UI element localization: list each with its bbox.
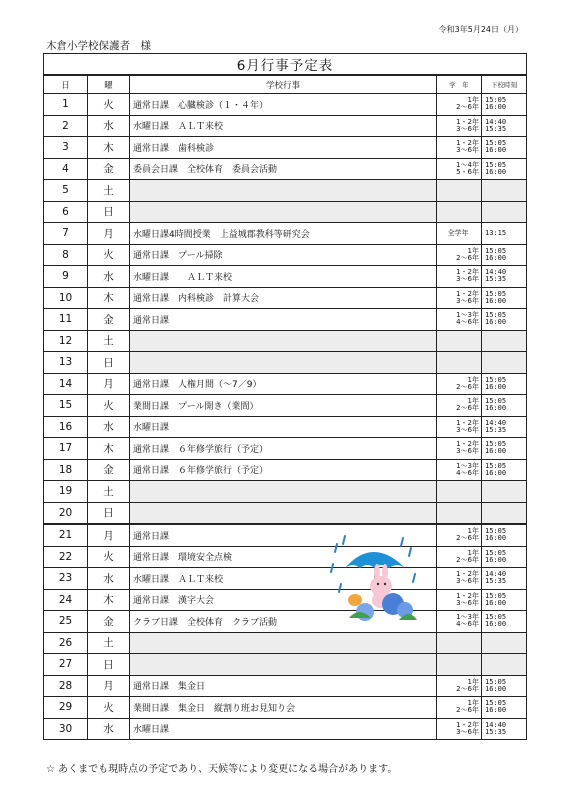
row-weekday: 水 bbox=[88, 718, 130, 740]
row-dismissal-time bbox=[482, 94, 527, 116]
row-event: 通常日課 ６年修学旅行（予定） bbox=[130, 459, 437, 481]
table-row bbox=[44, 309, 527, 331]
grade-line: 3〜6年 bbox=[456, 425, 479, 434]
row-event: 業間日課 プール開き（業間） bbox=[130, 395, 437, 417]
time-line: 15:05 bbox=[485, 440, 507, 449]
col-grade-header: 学 年 bbox=[437, 75, 482, 94]
row-weekday: 金 bbox=[88, 309, 130, 331]
row-event: 通常日課 漢字大会 bbox=[130, 589, 437, 611]
row-grade bbox=[437, 589, 482, 611]
row-weekday: 水 bbox=[88, 115, 130, 137]
grade-line: 3〜6年 bbox=[456, 598, 479, 607]
grade-line: 4〜6年 bbox=[456, 620, 479, 629]
time-line: 15:35 bbox=[485, 577, 507, 586]
row-weekday: 月 bbox=[88, 373, 130, 395]
row-weekday: 水 bbox=[88, 266, 130, 288]
time-line: 16:00 bbox=[485, 296, 507, 305]
table-row bbox=[44, 115, 527, 137]
grade-line: 1・2年 bbox=[456, 720, 479, 729]
row-dismissal-time bbox=[482, 115, 527, 137]
table-row bbox=[44, 94, 527, 116]
row-day: 2 bbox=[44, 115, 88, 137]
row-weekday: 木 bbox=[88, 137, 130, 159]
row-grade bbox=[437, 309, 482, 331]
row-dismissal-time bbox=[482, 223, 527, 245]
row-dismissal-time bbox=[482, 546, 527, 568]
time-line: 16:00 bbox=[485, 318, 507, 327]
row-day: 11 bbox=[44, 309, 88, 331]
grade-line: 3〜6年 bbox=[456, 727, 479, 736]
table-row bbox=[44, 438, 527, 460]
row-dismissal-time bbox=[482, 158, 527, 180]
row-grade bbox=[437, 158, 482, 180]
row-weekday: 土 bbox=[88, 481, 130, 503]
row-day: 27 bbox=[44, 654, 88, 676]
table-row bbox=[44, 632, 527, 654]
row-day: 17 bbox=[44, 438, 88, 460]
row-grade bbox=[437, 524, 482, 546]
time-line: 15:05 bbox=[485, 397, 507, 406]
row-grade bbox=[437, 201, 482, 223]
time-line: 16:00 bbox=[485, 103, 507, 112]
row-event bbox=[130, 201, 437, 223]
grade-line: 1年 bbox=[467, 96, 479, 105]
table-row bbox=[44, 481, 527, 503]
time-line: 15:35 bbox=[485, 425, 507, 434]
grade-line: 2〜6年 bbox=[456, 534, 479, 543]
row-event bbox=[130, 502, 437, 524]
time-line: 15:05 bbox=[485, 699, 507, 708]
row-dismissal-time bbox=[482, 416, 527, 438]
row-dismissal-time bbox=[482, 718, 527, 740]
row-grade bbox=[437, 395, 482, 417]
time-line: 16:00 bbox=[485, 620, 507, 629]
row-grade bbox=[437, 244, 482, 266]
table-row bbox=[44, 611, 527, 633]
grade-line: 1年 bbox=[467, 677, 479, 686]
umbrella-icon bbox=[345, 552, 405, 568]
row-event: 水曜日課 bbox=[130, 416, 437, 438]
row-weekday: 火 bbox=[88, 697, 130, 719]
grade-line: 3〜6年 bbox=[456, 124, 479, 133]
schedule-table bbox=[43, 53, 527, 740]
grade-line: 1年 bbox=[467, 548, 479, 557]
time-line: 14:40 bbox=[485, 570, 507, 579]
row-event: 通常日課 人権月間（〜7／9） bbox=[130, 373, 437, 395]
row-weekday: 火 bbox=[88, 244, 130, 266]
row-grade bbox=[437, 611, 482, 633]
row-day: 15 bbox=[44, 395, 88, 417]
grade-line: 2〜6年 bbox=[456, 382, 479, 391]
grade-line: 1〜3年 bbox=[456, 311, 479, 320]
grade-line: 1年 bbox=[467, 246, 479, 255]
grade-line: 5・6年 bbox=[456, 167, 479, 176]
grade-line: 1年 bbox=[467, 527, 479, 536]
row-weekday: 月 bbox=[88, 524, 130, 546]
row-dismissal-time bbox=[482, 287, 527, 309]
row-grade bbox=[437, 330, 482, 352]
row-dismissal-time bbox=[482, 568, 527, 590]
row-event: 通常日課 集金日 bbox=[130, 675, 437, 697]
row-event: 水曜日課 bbox=[130, 718, 437, 740]
table-row bbox=[44, 546, 527, 568]
row-event: 通常日課 心臓検診（１・４年） bbox=[130, 94, 437, 116]
row-dismissal-time bbox=[482, 589, 527, 611]
grade-line: 1〜4年 bbox=[456, 160, 479, 169]
row-grade bbox=[437, 481, 482, 503]
row-weekday: 日 bbox=[88, 654, 130, 676]
row-dismissal-time bbox=[482, 373, 527, 395]
row-day: 28 bbox=[44, 675, 88, 697]
row-dismissal-time bbox=[482, 654, 527, 676]
row-weekday: 金 bbox=[88, 158, 130, 180]
row-day: 25 bbox=[44, 611, 88, 633]
table-row bbox=[44, 330, 527, 352]
time-line: 14:40 bbox=[485, 720, 507, 729]
row-grade bbox=[437, 459, 482, 481]
grade-line: 4〜6年 bbox=[456, 468, 479, 477]
row-grade bbox=[437, 654, 482, 676]
time-line: 15:05 bbox=[485, 591, 507, 600]
grade-line: 3〜6年 bbox=[456, 146, 479, 155]
time-line: 16:00 bbox=[485, 404, 507, 413]
row-weekday: 月 bbox=[88, 223, 130, 245]
rain-umbrella-illustration bbox=[327, 534, 419, 622]
row-day: 14 bbox=[44, 373, 88, 395]
row-day: 18 bbox=[44, 459, 88, 481]
table-row bbox=[44, 459, 527, 481]
row-grade bbox=[437, 416, 482, 438]
grade-line: 1〜3年 bbox=[456, 613, 479, 622]
row-day: 23 bbox=[44, 568, 88, 590]
row-grade bbox=[437, 632, 482, 654]
time-line: 16:00 bbox=[485, 598, 507, 607]
time-line: 15:05 bbox=[485, 548, 507, 557]
grade-line: 1〜3年 bbox=[456, 461, 479, 470]
row-grade bbox=[437, 180, 482, 202]
time-line: 16:00 bbox=[485, 146, 507, 155]
row-day: 12 bbox=[44, 330, 88, 352]
row-dismissal-time bbox=[482, 309, 527, 331]
document-date: 令和3年5月24日（月） bbox=[438, 25, 523, 34]
row-dismissal-time bbox=[482, 697, 527, 719]
time-line: 14:40 bbox=[485, 117, 507, 126]
row-dismissal-time bbox=[482, 266, 527, 288]
row-dismissal-time bbox=[482, 137, 527, 159]
row-event: 水曜日課 ＡＬＴ来校 bbox=[130, 115, 437, 137]
time-line: 16:00 bbox=[485, 534, 507, 543]
table-row bbox=[44, 201, 527, 223]
row-grade bbox=[437, 568, 482, 590]
row-dismissal-time bbox=[482, 244, 527, 266]
grade-line: 2〜6年 bbox=[456, 253, 479, 262]
time-line: 16:00 bbox=[485, 468, 507, 477]
table-row bbox=[44, 524, 527, 546]
table-row bbox=[44, 287, 527, 309]
row-day: 5 bbox=[44, 180, 88, 202]
time-line: 15:05 bbox=[485, 289, 507, 298]
time-line: 15:05 bbox=[485, 246, 507, 255]
row-day: 22 bbox=[44, 546, 88, 568]
table-row bbox=[44, 589, 527, 611]
row-grade bbox=[437, 115, 482, 137]
row-weekday: 金 bbox=[88, 459, 130, 481]
time-line: 15:05 bbox=[485, 96, 507, 105]
row-event: クラブ日課 全校体育 クラブ活動 bbox=[130, 611, 437, 633]
table-row bbox=[44, 158, 527, 180]
row-weekday: 水 bbox=[88, 568, 130, 590]
table-row bbox=[44, 718, 527, 740]
table-row bbox=[44, 244, 527, 266]
row-dismissal-time bbox=[482, 675, 527, 697]
row-weekday: 木 bbox=[88, 438, 130, 460]
row-dismissal-time bbox=[482, 395, 527, 417]
grade-line: 1年 bbox=[467, 375, 479, 384]
row-grade bbox=[437, 223, 482, 245]
row-weekday: 火 bbox=[88, 395, 130, 417]
table-row bbox=[44, 266, 527, 288]
row-event: 業間日課 集金日 縦割り班お見知り会 bbox=[130, 697, 437, 719]
table-row bbox=[44, 395, 527, 417]
row-day: 1 bbox=[44, 94, 88, 116]
row-event bbox=[130, 481, 437, 503]
snail-icon bbox=[348, 594, 362, 606]
grade-line: 2〜6年 bbox=[456, 706, 479, 715]
grade-line: 1・2年 bbox=[456, 289, 479, 298]
row-event: 通常日課 環境安全点検 bbox=[130, 546, 437, 568]
row-weekday: 土 bbox=[88, 330, 130, 352]
row-dismissal-time bbox=[482, 330, 527, 352]
grade-line: 3〜6年 bbox=[456, 447, 479, 456]
row-dismissal-time bbox=[482, 201, 527, 223]
row-weekday: 火 bbox=[88, 94, 130, 116]
row-event bbox=[130, 352, 437, 374]
time-line: 15:05 bbox=[485, 160, 507, 169]
row-dismissal-time bbox=[482, 632, 527, 654]
table-row bbox=[44, 180, 527, 202]
time-line: 16:00 bbox=[485, 167, 507, 176]
grade-line: 3〜6年 bbox=[456, 275, 479, 284]
row-grade bbox=[437, 373, 482, 395]
row-event bbox=[130, 632, 437, 654]
time-line: 14:40 bbox=[485, 268, 507, 277]
row-grade bbox=[437, 94, 482, 116]
grade-line: 1・2年 bbox=[456, 440, 479, 449]
row-grade bbox=[437, 266, 482, 288]
row-weekday: 土 bbox=[88, 180, 130, 202]
row-weekday: 火 bbox=[88, 546, 130, 568]
row-weekday: 月 bbox=[88, 675, 130, 697]
row-day: 19 bbox=[44, 481, 88, 503]
row-day: 6 bbox=[44, 201, 88, 223]
time-line: 15:05 bbox=[485, 527, 507, 536]
row-event: 通常日課 内科検診 計算大会 bbox=[130, 287, 437, 309]
table-title: 6月行事予定表 bbox=[44, 54, 527, 76]
time-line: 16:00 bbox=[485, 684, 507, 693]
grade-line: 2〜6年 bbox=[456, 103, 479, 112]
table-row bbox=[44, 697, 527, 719]
row-event: 通常日課 bbox=[130, 524, 437, 546]
row-day: 30 bbox=[44, 718, 88, 740]
time-line: 16:00 bbox=[485, 382, 507, 391]
grade-line: 1・2年 bbox=[456, 117, 479, 126]
time-line: 15:05 bbox=[485, 139, 507, 148]
table-row bbox=[44, 223, 527, 245]
row-day: 20 bbox=[44, 502, 88, 524]
row-day: 7 bbox=[44, 223, 88, 245]
grade-line: 1年 bbox=[467, 699, 479, 708]
col-day-header: 日 bbox=[44, 75, 88, 94]
row-day: 4 bbox=[44, 158, 88, 180]
grade-line: 1・2年 bbox=[456, 268, 479, 277]
table-row bbox=[44, 654, 527, 676]
row-day: 21 bbox=[44, 524, 88, 546]
row-day: 8 bbox=[44, 244, 88, 266]
grade-line: 3〜6年 bbox=[456, 296, 479, 305]
table-row bbox=[44, 502, 527, 524]
grade-line: 4〜6年 bbox=[456, 318, 479, 327]
row-weekday: 日 bbox=[88, 352, 130, 374]
row-event: 委員会日課 全校体育 委員会活動 bbox=[130, 158, 437, 180]
time-line: 15:05 bbox=[485, 613, 507, 622]
row-dismissal-time bbox=[482, 502, 527, 524]
grade-line: 1・2年 bbox=[456, 570, 479, 579]
row-dismissal-time bbox=[482, 438, 527, 460]
row-dismissal-time bbox=[482, 459, 527, 481]
row-grade bbox=[437, 697, 482, 719]
grade-line: 1・2年 bbox=[456, 591, 479, 600]
row-dismissal-time bbox=[482, 352, 527, 374]
table-row bbox=[44, 352, 527, 374]
grade-line: 2〜6年 bbox=[456, 684, 479, 693]
time-line: 15:05 bbox=[485, 375, 507, 384]
row-weekday: 木 bbox=[88, 287, 130, 309]
grade-line: 2〜6年 bbox=[456, 555, 479, 564]
row-weekday: 日 bbox=[88, 502, 130, 524]
addressee: 木倉小学校保護者 様 bbox=[46, 40, 151, 52]
row-event: 水曜日課 ＡＬＴ来校 bbox=[130, 568, 437, 590]
row-event: 水曜日課4時間授業 上益城郡教科等研究会 bbox=[130, 223, 437, 245]
row-grade bbox=[437, 718, 482, 740]
row-day: 16 bbox=[44, 416, 88, 438]
row-dismissal-time bbox=[482, 180, 527, 202]
table-row bbox=[44, 675, 527, 697]
row-grade bbox=[437, 352, 482, 374]
row-weekday: 日 bbox=[88, 201, 130, 223]
grade-line: 2〜6年 bbox=[456, 404, 479, 413]
footer-note: ☆ あくまでも現時点の予定であり、天候等により変更になる場合があります。 bbox=[46, 764, 398, 775]
row-event: 通常日課 歯科検診 bbox=[130, 137, 437, 159]
time-line: 16:00 bbox=[485, 555, 507, 564]
row-day: 29 bbox=[44, 697, 88, 719]
row-day: 10 bbox=[44, 287, 88, 309]
row-event: 通常日課 bbox=[130, 309, 437, 331]
grade-line: 1・2年 bbox=[456, 418, 479, 427]
row-weekday: 土 bbox=[88, 632, 130, 654]
row-weekday: 金 bbox=[88, 611, 130, 633]
col-weekday-header: 曜 bbox=[88, 75, 130, 94]
row-grade bbox=[437, 137, 482, 159]
time-line: 15:05 bbox=[485, 677, 507, 686]
row-day: 3 bbox=[44, 137, 88, 159]
row-event bbox=[130, 330, 437, 352]
time-line: 15:35 bbox=[485, 727, 507, 736]
row-grade bbox=[437, 287, 482, 309]
time-line: 16:00 bbox=[485, 447, 507, 456]
row-weekday: 木 bbox=[88, 589, 130, 611]
table-row bbox=[44, 416, 527, 438]
table-row bbox=[44, 568, 527, 590]
table-row bbox=[44, 137, 527, 159]
table-row bbox=[44, 373, 527, 395]
col-time-header: 下校時刻 bbox=[482, 75, 527, 94]
row-weekday: 水 bbox=[88, 416, 130, 438]
time-line: 14:40 bbox=[485, 418, 507, 427]
grade-line: 1年 bbox=[467, 397, 479, 406]
row-day: 9 bbox=[44, 266, 88, 288]
time-line: 16:00 bbox=[485, 253, 507, 262]
grade-line: 1・2年 bbox=[456, 139, 479, 148]
row-event bbox=[130, 654, 437, 676]
grade-line: 全学年 bbox=[447, 228, 469, 237]
row-event bbox=[130, 180, 437, 202]
row-event: 水曜日課 ＡＬＴ来校 bbox=[130, 266, 437, 288]
row-dismissal-time bbox=[482, 481, 527, 503]
row-grade bbox=[437, 675, 482, 697]
row-dismissal-time bbox=[482, 611, 527, 633]
time-line: 15:35 bbox=[485, 124, 507, 133]
col-event-header: 学校行事 bbox=[130, 75, 437, 94]
row-grade bbox=[437, 546, 482, 568]
row-grade bbox=[437, 438, 482, 460]
time-line: 15:05 bbox=[485, 311, 507, 320]
row-day: 13 bbox=[44, 352, 88, 374]
time-line: 16:00 bbox=[485, 706, 507, 715]
row-dismissal-time bbox=[482, 524, 527, 546]
grade-line: 3〜6年 bbox=[456, 577, 479, 586]
row-event: 通常日課 プール掃除 bbox=[130, 244, 437, 266]
time-line: 15:35 bbox=[485, 275, 507, 284]
row-grade bbox=[437, 502, 482, 524]
row-day: 26 bbox=[44, 632, 88, 654]
time-line: 15:05 bbox=[485, 461, 507, 470]
row-day: 24 bbox=[44, 589, 88, 611]
time-line: 13:15 bbox=[485, 228, 507, 237]
row-event: 通常日課 ６年修学旅行（予定） bbox=[130, 438, 437, 460]
